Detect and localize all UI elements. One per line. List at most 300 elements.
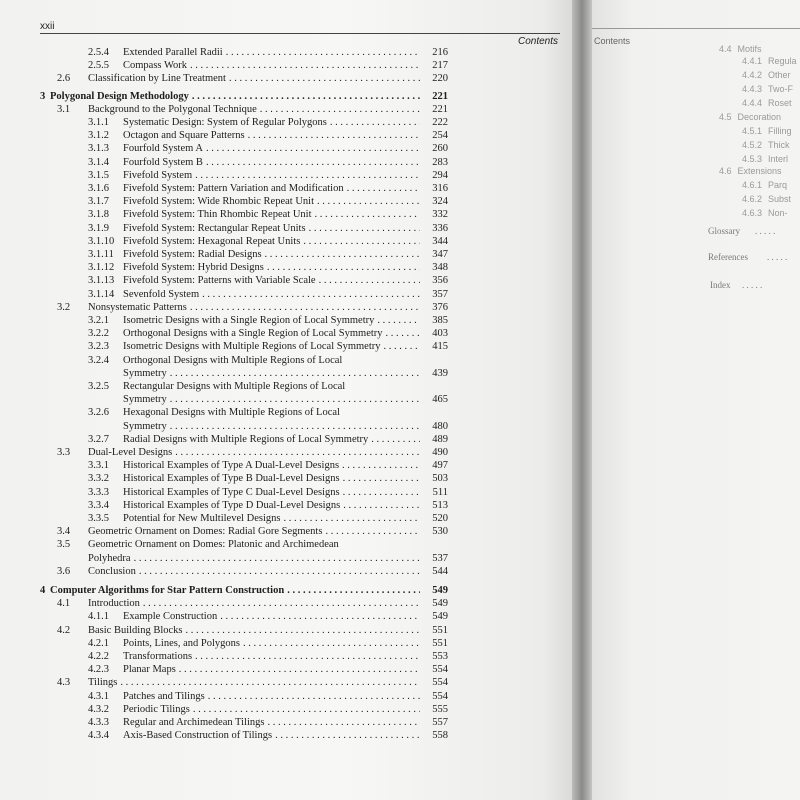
right-toc-entry-number: 4.4.1 — [742, 56, 763, 66]
toc-entry — [0, 301, 578, 314]
toc-entry-title-text: Fivefold System: Patterns with Variable Scale — [123, 275, 316, 287]
dot-leader — [306, 222, 420, 235]
toc-entry-title — [50, 90, 420, 103]
toc-entry — [0, 433, 578, 446]
toc-entry-title-text: Symmetry — [123, 394, 167, 406]
dot-leader — [316, 274, 420, 287]
toc-entry-title-text: Points, Lines, and Polygons — [123, 637, 240, 649]
dot-leader — [205, 690, 420, 703]
toc-entry-page: 376 — [432, 301, 448, 313]
toc-entry-page: 544 — [432, 565, 448, 577]
toc-entry-number: 3.2.1 — [88, 315, 109, 326]
dot-leader — [183, 624, 421, 637]
toc-entry-title — [123, 472, 420, 485]
toc-entry-title — [123, 393, 420, 406]
toc-entry-title — [123, 354, 450, 367]
right-toc-entry — [742, 56, 797, 66]
toc-entry — [0, 525, 578, 538]
right-running-head: Contents — [594, 36, 631, 46]
toc-entry — [0, 690, 578, 703]
toc-entry-title — [123, 380, 450, 393]
right-toc-entry — [719, 112, 781, 122]
toc-entry-page: 220 — [432, 73, 448, 85]
toc-entry-title — [50, 584, 420, 597]
toc-entry-title-text: Fivefold System: Hybrid Designs — [123, 262, 264, 274]
right-back-matter-entry: Glossary — [708, 226, 740, 236]
toc-entry-title — [88, 72, 420, 85]
dot-leader — [203, 156, 420, 169]
toc-entry-title-text: Rectangular Designs with Multiple Regions of Local — [123, 381, 346, 392]
toc-entry-number: 3.1.12 — [88, 262, 115, 274]
toc-entry — [0, 222, 578, 235]
toc-entry-title — [123, 512, 420, 525]
toc-entry — [0, 393, 578, 406]
right-toc-entry-number: 4.4 — [719, 44, 732, 54]
toc-entry — [0, 195, 578, 208]
toc-entry-page: 520 — [432, 513, 448, 524]
toc-entry-number: 4.3.1 — [88, 690, 109, 702]
toc-entry-title — [123, 327, 420, 340]
toc-entry-number: 3.2.5 — [88, 381, 109, 392]
toc-entry-title — [123, 288, 420, 301]
toc-entry — [0, 552, 578, 565]
toc-entry — [0, 182, 578, 195]
right-back-matter-entry: Index — [710, 280, 731, 290]
toc-entry — [0, 538, 578, 551]
toc-entry-page: 490 — [432, 447, 448, 458]
toc-entry-title-text: Systematic Design: System of Regular Polygons — [123, 117, 327, 128]
toc-entry-title — [123, 610, 420, 623]
toc-entry-number: 4.3.3 — [88, 717, 109, 728]
toc-entry — [0, 46, 578, 59]
toc-entry-title — [123, 637, 420, 650]
toc-entry-number: 3.1.1 — [88, 117, 109, 128]
toc-entry-title — [88, 597, 420, 610]
dot-leader: . . . . . — [742, 280, 763, 290]
toc-entry-page: 283 — [432, 156, 448, 168]
toc-entry-title-text: Background to the Polygonal Technique — [88, 103, 257, 115]
toc-entry-number: 3.1.4 — [88, 156, 109, 168]
toc-entry-title — [123, 314, 420, 327]
dot-leader — [368, 433, 420, 446]
toc-entry-page: 356 — [432, 275, 448, 287]
dot-leader — [192, 650, 420, 663]
dot-leader — [140, 597, 420, 610]
toc-entry-title — [123, 406, 450, 419]
toc-entry-page: 549 — [432, 611, 448, 623]
header-rule — [40, 33, 560, 34]
toc-entry — [0, 512, 578, 525]
dot-leader — [226, 72, 420, 85]
dot-leader — [203, 142, 420, 155]
toc-entry-page: 465 — [432, 394, 448, 406]
toc-entry-page: 551 — [432, 637, 448, 649]
right-toc-entry-title: Subst — [768, 194, 792, 204]
toc-entry-title — [123, 222, 420, 235]
right-toc-entry — [742, 154, 788, 164]
toc-entry — [0, 142, 578, 155]
toc-entry-page: 553 — [432, 651, 448, 662]
toc-entry-title — [88, 676, 420, 689]
toc-entry-number: 4.2.1 — [88, 637, 109, 649]
toc-entry-title-text: Octagon and Square Patterns — [123, 130, 245, 142]
right-header-rule — [592, 28, 800, 29]
toc-entry — [0, 624, 578, 637]
right-toc-entry — [742, 98, 792, 108]
toc-entry-number: 3.1.6 — [88, 183, 109, 194]
toc-entry — [0, 314, 578, 327]
right-toc-entry — [742, 70, 791, 80]
toc-entry — [0, 663, 578, 676]
toc-entry-page: 324 — [432, 196, 448, 208]
toc-entry-title-text: Fivefold System: Thin Rhombic Repeat Unit — [123, 209, 312, 221]
toc-entry-page: 260 — [432, 143, 448, 155]
dot-leader — [340, 486, 420, 499]
right-toc-entry-number: 4.4.3 — [742, 84, 763, 94]
toc-entry-number: 3.3 — [57, 447, 71, 458]
toc-entry-number: 4 — [40, 585, 46, 596]
toc-entry — [0, 248, 578, 261]
toc-entry-title — [123, 420, 420, 433]
right-toc-entry-title: Non- — [768, 208, 788, 218]
right-toc-entry-title: Motifs — [737, 44, 762, 54]
right-toc-entry — [742, 140, 790, 150]
toc-entry — [0, 156, 578, 169]
toc-entry-title-text: Fivefold System: Pattern Variation and Modification — [123, 183, 344, 194]
toc-entry-title — [123, 274, 420, 287]
toc-entry-title-text: Fivefold System: Hexagonal Repeat Units — [123, 235, 301, 247]
toc-entry-title — [123, 650, 420, 663]
toc-entry-title-text: Sevenfold System — [123, 288, 200, 300]
toc-entry-title — [123, 499, 420, 512]
toc-entry-title — [123, 142, 420, 155]
dot-leader — [172, 446, 420, 459]
toc-entry-title-text: Example Construction — [123, 611, 218, 623]
toc-entry-page: 217 — [432, 60, 448, 72]
dot-leader — [187, 59, 420, 72]
toc-entry-title-text: Geometric Ornament on Domes: Platonic and Archimedean — [88, 539, 339, 551]
toc-entry-page: 558 — [432, 730, 448, 742]
toc-entry-page: 357 — [432, 288, 448, 300]
toc-entry-number: 2.5.4 — [88, 47, 109, 58]
toc-entry-page: 347 — [432, 249, 448, 260]
toc-entry-number: 3.1.3 — [88, 143, 109, 155]
dot-leader — [189, 90, 420, 103]
toc-entry — [0, 90, 578, 103]
right-toc-entry — [742, 208, 788, 218]
dot-leader — [322, 525, 420, 538]
toc-entry-title — [123, 169, 420, 182]
toc-entry — [0, 420, 578, 433]
right-toc-entry-title: Two-F — [768, 84, 794, 94]
toc-entry-title-text: Fivefold System: Rectangular Repeat Units — [123, 222, 306, 234]
dot-leader: . . . . . — [767, 252, 788, 262]
toc-entry-page: 554 — [432, 677, 448, 689]
toc-entry-title-text: Historical Examples of Type A Dual-Level Designs — [123, 460, 340, 472]
toc-entry-title-text: Polyhedra — [88, 552, 131, 564]
toc-entry-number: 4.3.4 — [88, 730, 109, 742]
toc-entry-title-text: Geometric Ornament on Domes: Radial Gore Segments — [88, 526, 323, 538]
toc-entry-title-text: Hexagonal Designs with Multiple Regions of Local — [123, 407, 340, 419]
toc-entry-title — [123, 690, 420, 703]
toc-entry-title — [123, 129, 420, 142]
toc-entry-title-text: Fourfold System B — [123, 156, 203, 168]
toc-entry-number: 3.1.5 — [88, 169, 109, 181]
right-toc-entry-title: Other — [768, 70, 791, 80]
dot-leader — [240, 637, 420, 650]
toc-entry-title-text: Symmetry — [123, 367, 167, 379]
toc-entry-title — [123, 729, 420, 742]
dot-leader — [339, 459, 420, 472]
toc-entry-number: 3.4 — [57, 526, 71, 538]
toc-entry-page: 316 — [432, 183, 448, 194]
toc-entry-title — [123, 59, 420, 72]
toc-entry-title — [123, 703, 420, 716]
toc-entry-number: 3.3.4 — [88, 499, 109, 511]
dot-leader — [314, 195, 420, 208]
toc-entry — [0, 261, 578, 274]
toc-entry-title — [123, 46, 420, 59]
toc-entry-title — [88, 525, 420, 538]
toc-entry-number: 3.2.2 — [88, 328, 109, 340]
right-toc-entry-title: Filling — [768, 126, 792, 136]
toc-entry-title-text: Introduction — [88, 598, 140, 610]
toc-entry — [0, 354, 578, 367]
toc-entry-page: 254 — [432, 130, 448, 142]
toc-entry-number: 3.1.13 — [88, 275, 115, 287]
toc-entry-number: 3 — [40, 90, 46, 102]
page-number: xxii — [40, 21, 55, 32]
toc-entry-page: 530 — [432, 526, 448, 538]
toc-entry-number: 3.1.7 — [88, 196, 109, 208]
toc-entry — [0, 472, 578, 485]
right-toc-entry-number: 4.6 — [719, 166, 732, 176]
toc-entry-title-text: Periodic Tilings — [123, 703, 190, 715]
dot-leader — [192, 169, 420, 182]
toc-entry-title-text: Isometric Designs with Multiple Regions of Local Symmetry — [123, 341, 381, 353]
right-toc-entry — [742, 180, 787, 190]
toc-entry-page: 221 — [432, 90, 448, 102]
toc-entry-number: 3.2 — [57, 301, 71, 313]
toc-entry-title — [123, 208, 420, 221]
toc-entry-page: 489 — [432, 433, 448, 445]
toc-entry-title — [123, 367, 420, 380]
right-toc-entry — [719, 44, 762, 54]
toc-entry — [0, 116, 578, 129]
right-toc-entry-title: Extensions — [737, 166, 782, 176]
dot-leader — [374, 314, 420, 327]
toc-entry — [0, 565, 578, 578]
right-toc-entry-number: 4.6.1 — [742, 180, 763, 190]
right-toc-entry-title: Regula — [768, 56, 797, 66]
toc-entry-title-text: Orthogonal Designs with Multiple Regions of Local — [123, 354, 343, 366]
toc-entry-page: 554 — [432, 690, 448, 702]
toc-entry-page: 480 — [432, 420, 448, 432]
dot-leader — [284, 584, 420, 597]
toc-entry-page: 557 — [432, 717, 448, 728]
toc-entry — [0, 486, 578, 499]
toc-entry-title — [123, 195, 420, 208]
toc-entry-title-text: Fivefold System: Radial Designs — [123, 249, 262, 260]
dot-leader — [300, 235, 420, 248]
toc-entry-title — [123, 182, 420, 195]
toc-entry-page: 503 — [432, 473, 448, 485]
toc-entry-title — [88, 624, 420, 637]
toc-entry — [0, 367, 578, 380]
toc-entry-title — [123, 261, 420, 274]
book-gutter — [572, 0, 594, 800]
right-page — [592, 0, 800, 800]
toc-entry-title-text: Dual-Level Designs — [88, 447, 173, 458]
dot-leader — [257, 103, 420, 116]
toc-entry-title-text: Polygonal Design Methodology — [50, 90, 189, 102]
dot-leader — [262, 248, 420, 261]
toc-entry-page: 549 — [432, 585, 448, 596]
right-toc-entry-title: Interl — [768, 154, 789, 164]
toc-entry — [0, 235, 578, 248]
toc-entry-title-text: Symmetry — [123, 420, 167, 432]
toc-entry-title-text: Tilings — [88, 677, 118, 689]
toc-entry-page: 513 — [432, 499, 448, 511]
toc-entry — [0, 406, 578, 419]
toc-entry — [0, 637, 578, 650]
toc-entry-title — [88, 301, 420, 314]
toc-entry-number: 3.1.2 — [88, 130, 109, 142]
toc-entry — [0, 597, 578, 610]
right-toc-entry-title: Thick — [768, 140, 790, 150]
toc-entry — [0, 340, 578, 353]
toc-entry-title-text: Fivefold System — [123, 169, 193, 181]
toc-entry — [0, 288, 578, 301]
toc-entry-number: 3.3.1 — [88, 460, 109, 472]
toc-entry-page: 348 — [432, 262, 448, 274]
dot-leader — [167, 420, 420, 433]
toc-entry-title-text: Fourfold System A — [123, 143, 203, 155]
right-toc-entry — [742, 126, 792, 136]
toc-entry-page: 511 — [432, 486, 448, 498]
toc-entry — [0, 610, 578, 623]
toc-entry-title — [88, 538, 450, 551]
right-toc-entry-number: 4.5 — [719, 112, 732, 122]
toc-entry-title-text: Basic Building Blocks — [88, 624, 183, 636]
right-toc-entry-number: 4.4.2 — [742, 70, 763, 80]
right-toc-entry-number: 4.5.3 — [742, 154, 763, 164]
right-toc-entry-title: Roset — [768, 98, 792, 108]
dot-leader — [327, 116, 420, 129]
toc-entry-title-text: Conclusion — [88, 565, 136, 577]
toc-entry — [0, 274, 578, 287]
toc-entry-title-text: Historical Examples of Type D Dual-Level Designs — [123, 499, 341, 511]
toc-entry — [0, 103, 578, 116]
toc-entry-title-text: Historical Examples of Type B Dual-Level Designs — [123, 473, 340, 485]
toc-entry-title-text: Patches and Tilings — [123, 690, 205, 702]
toc-entry-page: 497 — [432, 460, 448, 472]
toc-entry-page: 221 — [432, 103, 448, 115]
toc-entry-number: 3.1 — [57, 103, 71, 115]
toc-entry-title — [123, 248, 420, 261]
right-toc-entry-number: 4.6.2 — [742, 194, 763, 204]
toc-entry-title — [123, 340, 420, 353]
toc-entry-number: 4.1 — [57, 598, 71, 610]
toc-entry-title — [123, 716, 420, 729]
toc-entry-number: 4.3 — [57, 677, 71, 689]
toc-entry-number: 3.3.2 — [88, 473, 109, 485]
right-toc-entry — [742, 84, 793, 94]
toc-entry-page: 415 — [432, 341, 448, 353]
toc-entry — [0, 676, 578, 689]
dot-leader — [217, 610, 420, 623]
toc-entry-title-text: Isometric Designs with a Single Region of Local Symmetry — [123, 315, 375, 326]
dot-leader — [136, 565, 420, 578]
toc-entry-page: 294 — [432, 169, 448, 181]
toc-entry-title-text: Fivefold System: Wide Rhombic Repeat Unit — [123, 196, 314, 208]
toc-entry-number: 3.2.4 — [88, 354, 109, 366]
toc-entry-title-text: Regular and Archimedean Tilings — [123, 717, 265, 728]
toc-entry-title — [88, 552, 420, 565]
toc-entry-number: 2.5.5 — [88, 60, 109, 72]
toc-entry-page: 551 — [432, 624, 448, 636]
toc-entry-number: 3.1.8 — [88, 209, 109, 221]
toc-entry — [0, 729, 578, 742]
toc-entry-title — [123, 433, 420, 446]
toc-entry-title-text: Transformations — [123, 651, 193, 662]
toc-entry — [0, 446, 578, 459]
toc-entry-title — [123, 235, 420, 248]
toc-entry-number: 3.1.10 — [88, 235, 115, 247]
toc-entry — [0, 169, 578, 182]
toc-entry-title — [88, 103, 420, 116]
dot-leader — [223, 46, 420, 59]
toc-entry-number: 3.1.11 — [88, 249, 114, 260]
dot-leader — [264, 716, 420, 729]
toc-entry — [0, 499, 578, 512]
toc-entry-number: 4.2.2 — [88, 651, 109, 662]
running-head: Contents — [518, 36, 559, 47]
toc-entry-title — [123, 459, 420, 472]
dot-leader — [344, 182, 420, 195]
toc-entry-title — [123, 116, 420, 129]
dot-leader — [381, 340, 420, 353]
toc-entry-page: 439 — [432, 367, 448, 379]
right-toc-entry-number: 4.5.2 — [742, 140, 763, 150]
dot-leader — [117, 676, 420, 689]
right-toc-entry-number: 4.5.1 — [742, 126, 763, 136]
toc-entry — [0, 650, 578, 663]
toc-entry-title-text: Historical Examples of Type C Dual-Level Designs — [123, 486, 340, 498]
toc-entry — [0, 584, 578, 597]
toc-entry-number: 2.6 — [57, 73, 71, 85]
dot-leader: . . . . . — [755, 226, 776, 236]
toc-entry-number: 3.5 — [57, 539, 71, 551]
toc-entry-number: 3.2.7 — [88, 433, 109, 445]
toc-entry-number: 3.2.6 — [88, 407, 109, 419]
right-toc-entry-number: 4.4.4 — [742, 98, 763, 108]
toc-entry-page: 344 — [432, 235, 448, 247]
toc-entry-title-text: Potential for New Multilevel Designs — [123, 513, 281, 524]
toc-entry-number: 4.1.1 — [88, 611, 109, 623]
toc-entry-number: 4.2 — [57, 624, 71, 636]
dot-leader — [340, 499, 420, 512]
dot-leader — [264, 261, 420, 274]
toc-entry — [0, 59, 578, 72]
toc-entry-number: 3.1.9 — [88, 222, 109, 234]
toc-entry-page: 549 — [432, 598, 448, 610]
toc-entry-page: 403 — [432, 328, 448, 340]
dot-leader — [167, 393, 420, 406]
toc-entry-number: 3.1.14 — [88, 288, 115, 300]
toc-entry-title-text: Nonsystematic Patterns — [88, 301, 187, 313]
toc-entry — [0, 208, 578, 221]
